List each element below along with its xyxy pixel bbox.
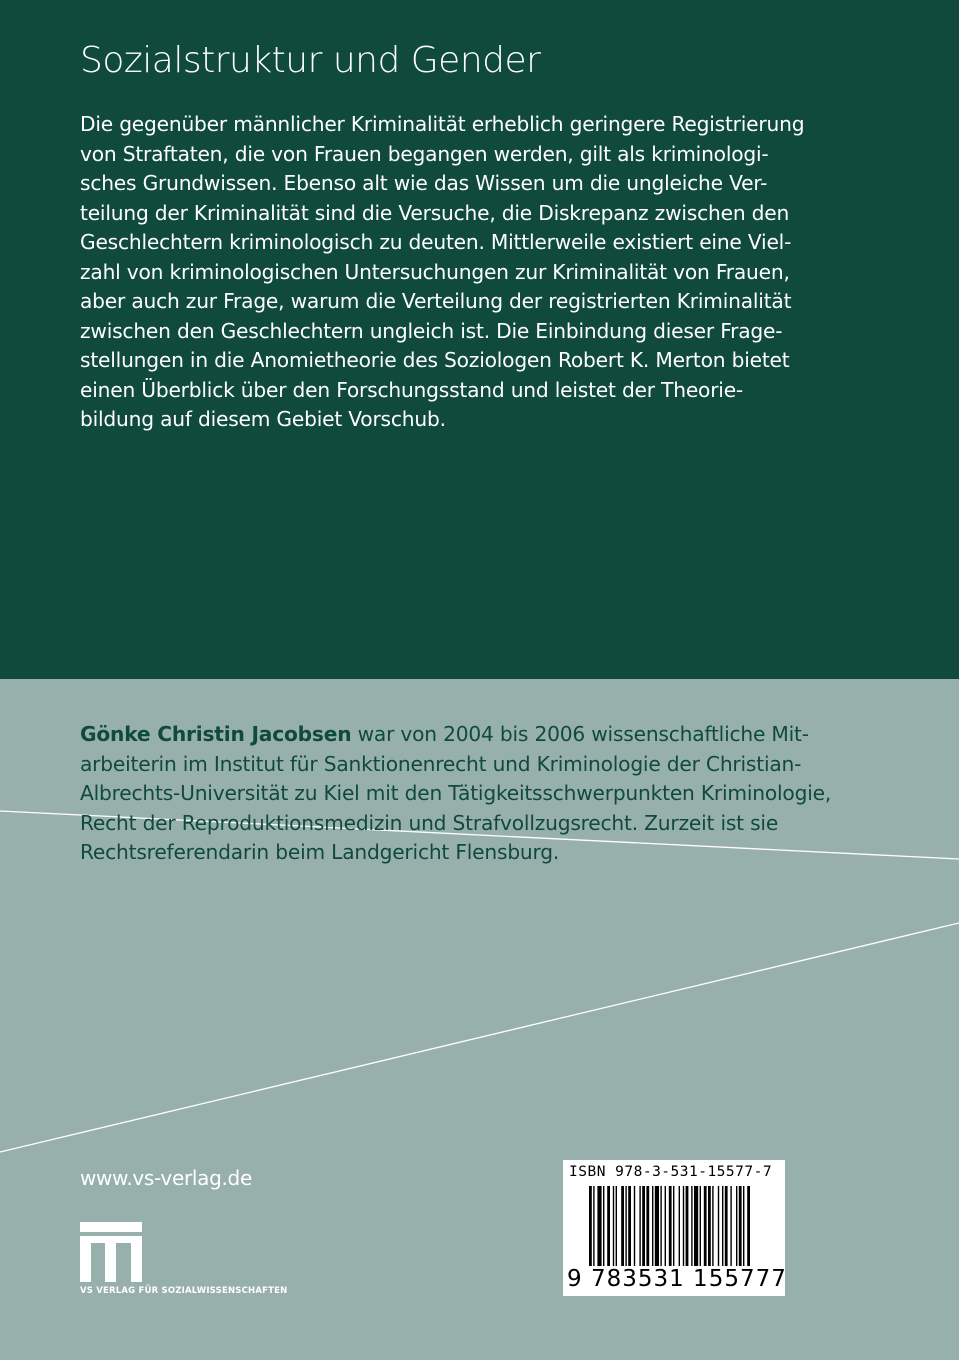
barcode-bar (669, 1186, 672, 1266)
author-bio (80, 720, 910, 868)
blurb-line: teilung der Kriminalität sind die Versuche, die Diskrepanz zwischen den (80, 200, 790, 225)
barcode-bar (736, 1186, 737, 1266)
barcode-bar (694, 1186, 698, 1266)
deco-line-2 (0, 923, 959, 1152)
barcode-bar (747, 1186, 750, 1266)
barcode-bar (679, 1186, 680, 1266)
blurb-line: stellungen in die Anomietheorie des Soziologen Robert K. Merton bietet (80, 348, 790, 372)
barcode-bar (625, 1186, 626, 1266)
barcode-bar (634, 1186, 635, 1266)
barcode-bar (739, 1186, 742, 1266)
barcode-bar (722, 1186, 723, 1266)
barcode-bar (725, 1186, 728, 1266)
barcode-bar (743, 1186, 744, 1266)
blurb-line: Geschlechtern kriminologisch zu deuten. Mittlerweile existiert eine Viel- (80, 230, 792, 254)
blurb-line: bildung auf diesem Gebiet Vorschub. (80, 407, 446, 431)
blurb-line: zahl von kriminologischen Untersuchungen zur Kriminalität von Frauen, (80, 259, 790, 284)
blurb-line: zwischen den Geschlechtern ungleich ist. Die Einbindung dieser Frage- (80, 318, 783, 343)
barcode-bar (603, 1186, 604, 1266)
blurb-line: aber auch zur Frage, warum die Verteilung der registrierten Kriminalität (80, 289, 792, 313)
barcode-bar (704, 1186, 707, 1266)
bio-line: Albrechts-Universität zu Kiel mit den Tätigkeitsschwerpunkten Kriminologie, (80, 781, 832, 805)
barcode-bar (712, 1186, 713, 1266)
barcode-bar (691, 1186, 692, 1266)
barcode-bar (673, 1186, 674, 1266)
bio-line: arbeiterin im Institut für Sanktionenrecht und Kriminologie der Christian- (80, 751, 802, 776)
barcode-bar (621, 1186, 624, 1266)
barcode-bar (665, 1186, 666, 1266)
barcode-bar (597, 1186, 601, 1266)
bio-first-line-rest: war von 2004 bis 2006 wissenschaftliche Mit- (351, 722, 809, 746)
isbn-label: ISBN 978-3-531-15577-7 (569, 1164, 773, 1180)
barcode-bar (652, 1186, 653, 1266)
bio-line: Rechtsreferendarin beim Landgericht Flensburg. (80, 840, 560, 864)
barcode-bar (642, 1186, 645, 1266)
barcode-bar (718, 1186, 719, 1266)
blurb-line: Die gegenüber männlicher Kriminalität erheblich geringere Registrierung (80, 112, 805, 136)
bio-line: Recht der Reproduktionsmedizin und Strafvollzugsrecht. Zurzeit ist sie (80, 810, 779, 835)
barcode-bar (607, 1186, 610, 1266)
bio-line (80, 720, 910, 750)
barcode-bar (708, 1186, 711, 1266)
barcode-bar (700, 1186, 701, 1266)
blurb-line: einen Überblick über den Forschungsstand und leistet der Theorie- (80, 377, 744, 402)
barcode-bar (593, 1186, 594, 1266)
barcode-bar (616, 1186, 617, 1266)
ean-digits: 9 783531 155777 (567, 1266, 787, 1292)
barcode-bar (646, 1186, 649, 1266)
barcode-bar (589, 1186, 592, 1266)
barcode-bar (655, 1186, 659, 1266)
publisher-logo-icon (80, 1222, 142, 1282)
author-name: Gönke Christin Jacobsen (80, 722, 352, 746)
book-title: Sozialstruktur und Gender (80, 40, 541, 81)
isbn-barcode (563, 1160, 785, 1296)
barcode-bar (660, 1186, 661, 1266)
publisher-website[interactable]: www.vs-verlag.de (80, 1166, 252, 1190)
barcode-bar (613, 1186, 614, 1266)
barcode-bar (683, 1186, 684, 1266)
publisher-logo-text: VS VERLAG FÜR SOZIALWISSENSCHAFTEN (80, 1286, 288, 1296)
barcode-bar (730, 1186, 731, 1266)
barcode-bar (639, 1186, 640, 1266)
blurb-line: sches Grundwissen. Ebenso alt wie das Wissen um die ungleiche Ver- (80, 171, 768, 195)
barcode-bar (686, 1186, 689, 1266)
blurb-text (80, 110, 910, 435)
blurb-line: von Straftaten, die von Frauen begangen werden, gilt als kriminologi- (80, 141, 769, 166)
barcode-bar (628, 1186, 631, 1266)
